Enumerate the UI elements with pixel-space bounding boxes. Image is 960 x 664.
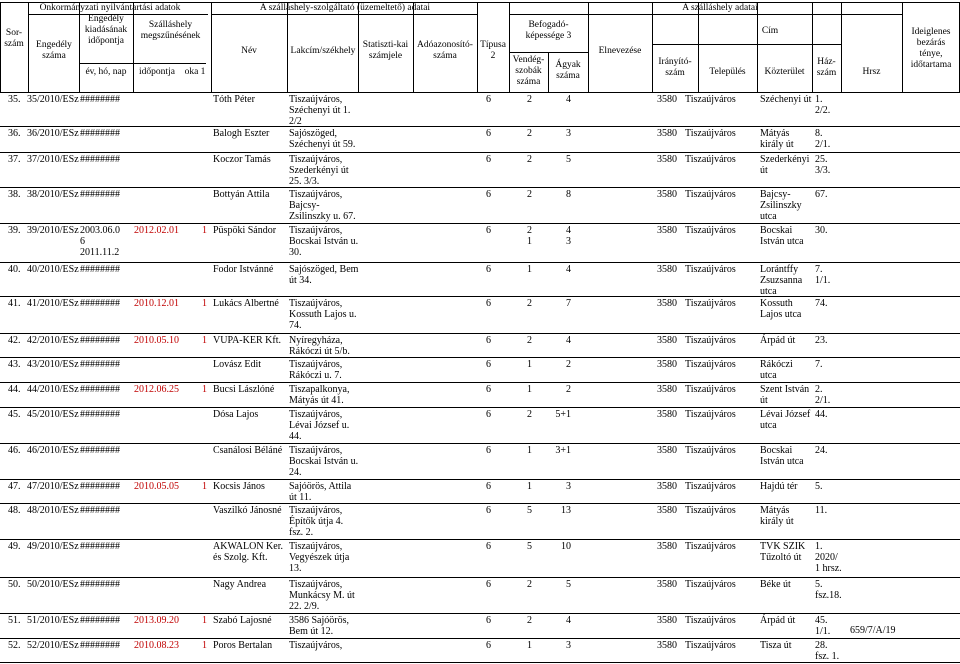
house-number: 28. fsz. 1. bbox=[815, 640, 840, 662]
guest-rooms: 2 bbox=[527, 335, 532, 346]
permit-issue-date: ######## bbox=[80, 264, 120, 275]
permit-number: 52/2010/ESz bbox=[27, 640, 79, 651]
settlement: Tiszaújváros bbox=[685, 579, 736, 590]
permit-issue-date: 2003.06.0 6 2011.11.2 bbox=[80, 225, 120, 258]
header-kozterulet: Közterület bbox=[764, 67, 805, 77]
accommodation-type: 6 bbox=[486, 189, 491, 200]
street: Béke út bbox=[760, 579, 791, 590]
row-number: 38. bbox=[8, 189, 21, 200]
operator-address: Sajószöged, Széchenyi út 59. bbox=[289, 128, 356, 150]
header-sorszam: Sor- szám bbox=[4, 28, 24, 49]
operator-name: Püspöki Sándor bbox=[213, 225, 277, 236]
header-column-rule bbox=[698, 2, 699, 92]
header-lakcim: Lakcím/székhely bbox=[290, 46, 356, 56]
house-number: 74. bbox=[815, 298, 828, 309]
postal-code: 3580 bbox=[657, 541, 677, 552]
settlement: Tiszaújváros bbox=[685, 481, 736, 492]
beds: 3 bbox=[566, 481, 571, 492]
settlement: Tiszaújváros bbox=[685, 409, 736, 420]
operator-address: Tiszaújváros, Bocskai István u. 30. bbox=[289, 225, 359, 258]
settlement: Tiszaújváros bbox=[685, 335, 736, 346]
operator-address: Tiszaújváros, Rákóczi u. 7. bbox=[289, 359, 343, 381]
guest-rooms: 2 bbox=[527, 298, 532, 309]
row-rule bbox=[0, 443, 960, 444]
table-bottom-rule bbox=[0, 662, 960, 663]
row-number: 35. bbox=[8, 94, 21, 105]
header-megszunesenek: Szálláshely megszűnésének bbox=[140, 20, 201, 41]
operator-address: Tiszaújváros, Szederkényi út 25. 3/3. bbox=[289, 154, 349, 187]
settlement: Tiszaújváros bbox=[685, 445, 736, 456]
row-rule bbox=[0, 187, 960, 188]
accommodation-type: 6 bbox=[486, 481, 491, 492]
house-number: 7. bbox=[815, 359, 823, 370]
street: Szederkényi út bbox=[760, 154, 810, 176]
closure-date: 2010.12.01 bbox=[134, 298, 179, 309]
header-statisztikai: Statiszti-kai számjele bbox=[362, 40, 409, 61]
row-number: 42. bbox=[8, 335, 21, 346]
operator-name: Dósa Lajos bbox=[213, 409, 259, 420]
guest-rooms: 1 bbox=[527, 264, 532, 275]
house-number: 2. 2/1. bbox=[815, 384, 831, 406]
guest-rooms: 2 bbox=[527, 154, 532, 165]
postal-code: 3580 bbox=[657, 384, 677, 395]
postal-code: 3580 bbox=[657, 264, 677, 275]
accommodation-type: 6 bbox=[486, 298, 491, 309]
house-number: 5. fsz.18. bbox=[815, 579, 842, 601]
header-column-rule bbox=[133, 2, 134, 92]
accommodation-type: 6 bbox=[486, 264, 491, 275]
settlement: Tiszaújváros bbox=[685, 264, 736, 275]
accommodation-type: 6 bbox=[486, 359, 491, 370]
street: Bajcsy- Zsilinszky utca bbox=[760, 189, 802, 222]
permit-issue-date: ######## bbox=[80, 359, 120, 370]
postal-code: 3580 bbox=[657, 640, 677, 651]
header-column-rule bbox=[841, 2, 842, 92]
guest-rooms: 2 bbox=[527, 409, 532, 420]
row-rule bbox=[0, 539, 960, 540]
settlement: Tiszaújváros bbox=[685, 640, 736, 651]
permit-number: 38/2010/ESz bbox=[27, 189, 79, 200]
street: Árpád út bbox=[760, 615, 796, 626]
operator-name: VUPA-KER Kft. bbox=[213, 335, 281, 346]
house-number: 11. bbox=[815, 505, 828, 516]
beds: 4 bbox=[566, 94, 571, 105]
permit-issue-date: ######## bbox=[80, 579, 120, 590]
settlement: Tiszaújváros bbox=[685, 298, 736, 309]
accommodation-type: 6 bbox=[486, 335, 491, 346]
street: Lévai József utca bbox=[760, 409, 811, 431]
permit-issue-date: ######## bbox=[80, 298, 120, 309]
street: Árpád út bbox=[760, 335, 796, 346]
guest-rooms: 2 bbox=[527, 615, 532, 626]
subrule-ev-ho-nap bbox=[79, 63, 206, 64]
row-number: 49. bbox=[8, 541, 21, 552]
beds: 4 bbox=[566, 264, 571, 275]
row-rule bbox=[0, 126, 960, 127]
header-oka: oka 1 bbox=[184, 67, 206, 77]
permit-number: 44/2010/ESz bbox=[27, 384, 79, 395]
group-rule-szallashely bbox=[509, 14, 902, 15]
operator-name: Szabó Lajosné bbox=[213, 615, 272, 626]
house-number: 30. bbox=[815, 225, 828, 236]
row-rule bbox=[0, 503, 960, 504]
row-number: 40. bbox=[8, 264, 21, 275]
header-vendegszobak: Vendég- szobák száma bbox=[512, 55, 545, 87]
permit-number: 39/2010/ESz bbox=[27, 225, 79, 236]
beds: 5 bbox=[566, 154, 571, 165]
header-hazszam: Ház- szám bbox=[816, 57, 837, 78]
operator-address: Sajóörös, Attila út 11. bbox=[289, 481, 352, 503]
postal-code: 3580 bbox=[657, 94, 677, 105]
operator-name: Balogh Eszter bbox=[213, 128, 270, 139]
row-number: 46. bbox=[8, 445, 21, 456]
postal-code: 3580 bbox=[657, 335, 677, 346]
accommodation-type: 6 bbox=[486, 409, 491, 420]
house-number: 1. 2020/ 1 hrsz. bbox=[815, 541, 842, 574]
guest-rooms: 1 bbox=[527, 640, 532, 651]
row-rule bbox=[0, 407, 960, 408]
operator-name: Tóth Péter bbox=[213, 94, 255, 105]
street: Mátyás király út bbox=[760, 128, 794, 150]
accommodation-type: 6 bbox=[486, 445, 491, 456]
permit-number: 49/2010/ESz bbox=[27, 541, 79, 552]
house-number: 1. 2/2. bbox=[815, 94, 831, 116]
operator-address: Tiszaújváros, Kossuth Lajos u. 74. bbox=[289, 298, 357, 331]
postal-code: 3580 bbox=[657, 409, 677, 420]
settlement: Tiszaújváros bbox=[685, 505, 736, 516]
row-rule bbox=[0, 382, 960, 383]
house-number: 24. bbox=[815, 445, 828, 456]
permit-number: 50/2010/ESz bbox=[27, 579, 79, 590]
street: Kossuth Lajos utca bbox=[760, 298, 802, 320]
row-rule bbox=[0, 262, 960, 263]
row-number: 36. bbox=[8, 128, 21, 139]
street: Bocskai István utca bbox=[760, 225, 804, 247]
postal-code: 3580 bbox=[657, 445, 677, 456]
settlement: Tiszaújváros bbox=[685, 94, 736, 105]
row-rule bbox=[0, 333, 960, 334]
settlement: Tiszaújváros bbox=[685, 359, 736, 370]
postal-code: 3580 bbox=[657, 298, 677, 309]
beds: 5 bbox=[566, 579, 571, 590]
permit-issue-date: ######## bbox=[80, 505, 120, 516]
permit-issue-date: ######## bbox=[80, 128, 120, 139]
operator-name: AKWALON Ker. és Szolg. Kft. bbox=[213, 541, 283, 563]
accommodation-type: 6 bbox=[486, 94, 491, 105]
accommodation-type: 6 bbox=[486, 615, 491, 626]
closure-reason: 1 bbox=[202, 481, 207, 492]
header-iranyitoszam: Irányító- szám bbox=[658, 57, 692, 78]
header-group-szolgaltato: A szálláshely-szolgáltató (üzemeltető) adatai bbox=[259, 3, 431, 13]
header-tipusa: Típusa 2 bbox=[480, 40, 506, 61]
row-rule bbox=[0, 296, 960, 297]
row-number: 43. bbox=[8, 359, 21, 370]
row-number: 44. bbox=[8, 384, 21, 395]
operator-address: Tiszaújváros, Vegyészek útja 13. bbox=[289, 541, 350, 574]
beds: 3+1 bbox=[555, 445, 571, 456]
row-rule bbox=[0, 577, 960, 578]
house-number: 7. 1/1. bbox=[815, 264, 831, 286]
permit-number: 47/2010/ESz bbox=[27, 481, 79, 492]
row-number: 41. bbox=[8, 298, 21, 309]
house-number: 44. bbox=[815, 409, 828, 420]
permit-issue-date: ######## bbox=[80, 189, 120, 200]
header-group-szallashely: A szálláshely adatai bbox=[682, 3, 758, 13]
permit-issue-date: ######## bbox=[80, 541, 120, 552]
closure-date: 2010.08.23 bbox=[134, 640, 179, 651]
guest-rooms: 1 bbox=[527, 445, 532, 456]
accommodation-type: 6 bbox=[486, 505, 491, 516]
guest-rooms: 5 bbox=[527, 541, 532, 552]
house-number: 67. bbox=[815, 189, 828, 200]
header-elnevezese: Elnevezése bbox=[598, 46, 642, 56]
operator-name: Poros Bertalan bbox=[213, 640, 273, 651]
postal-code: 3580 bbox=[657, 481, 677, 492]
house-number: 25. 3/3. bbox=[815, 154, 831, 176]
street: Széchenyi út bbox=[760, 94, 812, 105]
beds: 10 bbox=[561, 541, 571, 552]
operator-name: Fodor Istvánné bbox=[213, 264, 274, 275]
permit-number: 42/2010/ESz bbox=[27, 335, 79, 346]
beds: 4 bbox=[566, 615, 571, 626]
operator-name: Bottyán Attila bbox=[213, 189, 270, 200]
row-number: 47. bbox=[8, 481, 21, 492]
row-rule bbox=[0, 223, 960, 224]
closure-reason: 1 bbox=[202, 335, 207, 346]
accommodation-type: 6 bbox=[486, 154, 491, 165]
postal-code: 3580 bbox=[657, 505, 677, 516]
operator-address: Tiszaújváros, bbox=[289, 640, 343, 651]
header-ev-ho-nap: év, hó, nap bbox=[85, 67, 127, 77]
guest-rooms: 2 bbox=[527, 189, 532, 200]
house-number: 8. 2/1. bbox=[815, 128, 831, 150]
guest-rooms: 2 bbox=[527, 128, 532, 139]
operator-address: Tiszapalkonya, Mátyás út 41. bbox=[289, 384, 350, 406]
permit-issue-date: ######## bbox=[80, 445, 120, 456]
operator-address: Tiszaújváros, Bajcsy- Zsilinszky u. 67. bbox=[289, 189, 356, 222]
guest-rooms: 1 bbox=[527, 481, 532, 492]
operator-address: Tiszaújváros, Széchenyi út 1. 2/2 bbox=[289, 94, 351, 127]
lot-number: 659/7/A/19 bbox=[850, 625, 896, 636]
closure-reason: 1 bbox=[202, 640, 207, 651]
beds: 4 3 bbox=[566, 225, 571, 247]
beds: 7 bbox=[566, 298, 571, 309]
closure-date: 2012.06.25 bbox=[134, 384, 179, 395]
header-agyak: Ágyak száma bbox=[555, 60, 581, 81]
row-number: 52. bbox=[8, 640, 21, 651]
house-number: 23. bbox=[815, 335, 828, 346]
header-column-rule bbox=[757, 2, 758, 92]
row-rule bbox=[0, 613, 960, 614]
beds: 3 bbox=[566, 128, 571, 139]
beds: 2 bbox=[566, 359, 571, 370]
closure-reason: 1 bbox=[202, 384, 207, 395]
street: TVK SZIK Tűzoltó út bbox=[760, 541, 806, 563]
operator-address: Nyíregyháza, Rákóczi út 5/b. bbox=[289, 335, 350, 357]
permit-issue-date: ######## bbox=[80, 94, 120, 105]
group-rule-szolgaltato bbox=[211, 14, 477, 15]
street: Mátyás király út bbox=[760, 505, 794, 527]
operator-address: Sajószöged, Bem út 34. bbox=[289, 264, 359, 286]
row-number: 48. bbox=[8, 505, 21, 516]
street: Bocskai István utca bbox=[760, 445, 804, 467]
permit-number: 45/2010/ESz bbox=[27, 409, 79, 420]
operator-name: Koczor Tamás bbox=[213, 154, 271, 165]
postal-code: 3580 bbox=[657, 579, 677, 590]
header-befogado: Befogadó- képessége 3 bbox=[525, 20, 572, 41]
permit-number: 41/2010/ESz bbox=[27, 298, 79, 309]
header-group-onkormanyzati: Önkormányzati nyilvántartási adatok bbox=[39, 3, 181, 13]
closure-reason: 1 bbox=[202, 298, 207, 309]
closure-reason: 1 bbox=[202, 615, 207, 626]
postal-code: 3580 bbox=[657, 128, 677, 139]
permit-number: 46/2010/ESz bbox=[27, 445, 79, 456]
header-hrsz: Hrsz bbox=[862, 67, 881, 77]
beds: 3 bbox=[566, 640, 571, 651]
header-telepules: Település bbox=[709, 67, 746, 77]
permit-issue-date: ######## bbox=[80, 481, 120, 492]
operator-name: Bucsi Lászlóné bbox=[213, 384, 275, 395]
guest-rooms: 1 bbox=[527, 359, 532, 370]
header-cim: Cím bbox=[761, 26, 779, 36]
row-rule bbox=[0, 357, 960, 358]
postal-code: 3580 bbox=[657, 359, 677, 370]
settlement: Tiszaújváros bbox=[685, 128, 736, 139]
guest-rooms: 5 bbox=[527, 505, 532, 516]
guest-rooms: 2 bbox=[527, 579, 532, 590]
operator-name: Lovász Edit bbox=[213, 359, 262, 370]
postal-code: 3580 bbox=[657, 154, 677, 165]
postal-code: 3580 bbox=[657, 189, 677, 200]
closure-date: 2012.02.01 bbox=[134, 225, 179, 236]
closure-date: 2010.05.05 bbox=[134, 481, 179, 492]
permit-number: 51/2010/ESz bbox=[27, 615, 79, 626]
permit-issue-date: ######## bbox=[80, 384, 120, 395]
permit-issue-date: ######## bbox=[80, 335, 120, 346]
operator-address: 3586 Sajóörös, Bem út 12. bbox=[289, 615, 349, 637]
closure-date: 2013.09.20 bbox=[134, 615, 179, 626]
guest-rooms: 2 bbox=[527, 94, 532, 105]
header-engedely-kiadasanak: Engedély kiadásának időpontja bbox=[84, 14, 128, 46]
row-rule bbox=[0, 479, 960, 480]
permit-issue-date: ######## bbox=[80, 409, 120, 420]
operator-name: Nagy Andrea bbox=[213, 579, 267, 590]
row-number: 39. bbox=[8, 225, 21, 236]
operator-name: Lukács Albertné bbox=[213, 298, 279, 309]
operator-address: Tiszaújváros, Munkácsy M. út 22. 2/9. bbox=[289, 579, 355, 612]
operator-address: Tiszaújváros, Építők útja 4. fsz. 2. bbox=[289, 505, 344, 538]
permit-issue-date: ######## bbox=[80, 615, 120, 626]
permit-issue-date: ######## bbox=[80, 640, 120, 651]
operator-address: Tiszaújváros, Bocskai István u. 24. bbox=[289, 445, 359, 478]
guest-rooms: 2 1 bbox=[527, 225, 532, 247]
beds: 4 bbox=[566, 335, 571, 346]
row-rule bbox=[0, 152, 960, 153]
header-engedely-szama: Engedély száma bbox=[36, 40, 72, 61]
closure-reason: 1 bbox=[202, 225, 207, 236]
postal-code: 3580 bbox=[657, 615, 677, 626]
row-number: 45. bbox=[8, 409, 21, 420]
street: Hajdú tér bbox=[760, 481, 798, 492]
beds: 8 bbox=[566, 189, 571, 200]
beds: 13 bbox=[561, 505, 571, 516]
permit-number: 37/2010/ESz bbox=[27, 154, 79, 165]
accommodation-type: 6 bbox=[486, 128, 491, 139]
header-ideiglenes: Ideiglenes bezárás ténye, időtartama bbox=[910, 27, 952, 70]
accommodation-type: 6 bbox=[486, 579, 491, 590]
settlement: Tiszaújváros bbox=[685, 384, 736, 395]
row-rule bbox=[0, 638, 960, 639]
street: Lorántffy Zsuzsanna utca bbox=[760, 264, 803, 297]
beds: 5+1 bbox=[555, 409, 571, 420]
accommodation-type: 6 bbox=[486, 384, 491, 395]
accommodation-type: 6 bbox=[486, 640, 491, 651]
beds: 2 bbox=[566, 384, 571, 395]
settlement: Tiszaújváros bbox=[685, 225, 736, 236]
row-number: 51. bbox=[8, 615, 21, 626]
header-column-rule bbox=[28, 2, 29, 92]
guest-rooms: 1 bbox=[527, 384, 532, 395]
settlement: Tiszaújváros bbox=[685, 154, 736, 165]
closure-date: 2010.05.10 bbox=[134, 335, 179, 346]
house-number: 5. bbox=[815, 481, 823, 492]
row-number: 50. bbox=[8, 579, 21, 590]
row-number: 37. bbox=[8, 154, 21, 165]
postal-code: 3580 bbox=[657, 225, 677, 236]
settlement: Tiszaújváros bbox=[685, 541, 736, 552]
street: Rákóczi utca bbox=[760, 359, 793, 381]
header-bottom-rule bbox=[0, 92, 960, 93]
operator-address: Tiszaújváros, Lévai József u. 44. bbox=[289, 409, 350, 442]
accommodation-type: 6 bbox=[486, 225, 491, 236]
permit-number: 40/2010/ESz bbox=[27, 264, 79, 275]
header-adoazonosito: Adóazonosító- száma bbox=[417, 40, 473, 61]
operator-name: Kocsis János bbox=[213, 481, 265, 492]
permit-number: 43/2010/ESz bbox=[27, 359, 79, 370]
accommodation-type: 6 bbox=[486, 541, 491, 552]
permit-number: 36/2010/ESz bbox=[27, 128, 79, 139]
header-idopontja: időpontja bbox=[139, 67, 175, 77]
settlement: Tiszaújváros bbox=[685, 615, 736, 626]
permit-number: 48/2010/ESz bbox=[27, 505, 79, 516]
operator-name: Vaszilkó Jánosné bbox=[213, 505, 282, 516]
settlement: Tiszaújváros bbox=[685, 189, 736, 200]
house-number: 45. 1/1. bbox=[815, 615, 831, 637]
street: Szent István út bbox=[760, 384, 810, 406]
header-nev: Név bbox=[241, 46, 257, 56]
permit-issue-date: ######## bbox=[80, 154, 120, 165]
street: Tisza út bbox=[760, 640, 792, 651]
permit-number: 35/2010/ESz bbox=[27, 94, 79, 105]
subrule-cim bbox=[652, 44, 842, 45]
operator-name: Csanálosi Béláné bbox=[213, 445, 283, 456]
